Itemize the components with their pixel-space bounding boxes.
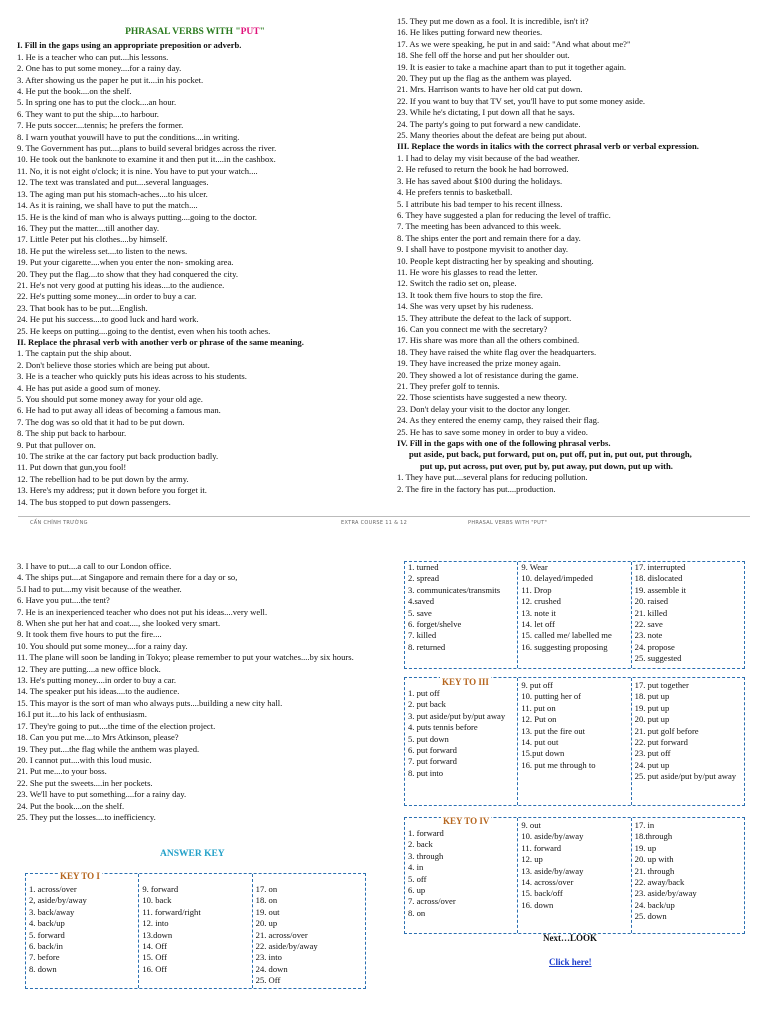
- answer-item: 8. on: [408, 907, 426, 918]
- answer-item: 12. up: [521, 854, 543, 865]
- key3-box: [404, 677, 745, 806]
- answer-item: 24. propose: [634, 641, 675, 652]
- page-footer: [18, 516, 750, 526]
- answer-item: 1. turned: [408, 562, 439, 572]
- answer-item: 12. crushed: [521, 596, 561, 607]
- list-item: 5. In spring one has to put the clock....an hour.: [17, 97, 177, 108]
- answer-item: 7. put forward: [408, 756, 457, 767]
- list-item: 11. No, it is not eight o'clock; it is nine. You have to put your watch....: [17, 165, 258, 176]
- list-item: 12. The text was translated and put....several languages.: [17, 177, 209, 188]
- answer-item: 4. back/up: [29, 918, 65, 929]
- answer-item: 13.down: [142, 929, 173, 940]
- list-item: 5. You should put some money away for your old age.: [17, 394, 203, 404]
- answer-item: 20. raised: [634, 596, 669, 607]
- part2-list-b: [397, 16, 749, 141]
- list-item: 19. They have increased the prize money again.: [397, 358, 561, 369]
- answer-item: 8. returned: [408, 641, 446, 652]
- answer-item: 9. put off: [521, 680, 553, 690]
- answer-item: 5. forward: [29, 929, 65, 940]
- list-item: 19. Put your cigarette....when you enter the non- smoking area.: [17, 257, 234, 268]
- answer-item: 2. spread: [408, 573, 440, 584]
- answer-item: 10. back: [142, 895, 172, 906]
- answer-item: 2. put back: [408, 699, 446, 710]
- answer-item: 7. across/over: [408, 896, 456, 907]
- list-item: 19. It is easier to take a machine apart than to put it together again.: [397, 61, 627, 72]
- list-item: 2. Don't believe those stories which are being put about.: [17, 359, 210, 370]
- key2-column: [518, 562, 631, 668]
- page-title: PHRASAL VERBS WITH "PUT": [125, 27, 265, 37]
- list-item: 9. The Government has put....plans to build several bridges across the river.: [17, 143, 277, 154]
- answer-item: 21. across/over: [255, 929, 308, 940]
- list-item: 16. He likes putting forward new theories.: [397, 27, 543, 38]
- answer-item: 19. assemble it: [634, 584, 686, 595]
- key1-column: [26, 874, 139, 988]
- answer-item: 8. put into: [408, 767, 444, 778]
- list-item: 4. He put the book....on the shelf.: [17, 86, 132, 97]
- answer-item: 7. killed: [408, 630, 437, 641]
- list-item: 13. He's putting money....in order to buy a car.: [17, 675, 176, 686]
- key4-column: [518, 818, 631, 933]
- list-item: 3. He has saved about $100 during the holidays.: [397, 175, 563, 186]
- answer-item: 17. interrupted: [634, 562, 686, 572]
- list-item: 7. He puts soccer....tennis; he prefers the former.: [17, 120, 184, 131]
- list-item: 13. It took them five hours to stop the fire.: [397, 289, 543, 300]
- list-item: 18. They have raised the white flag over the headquarters.: [397, 346, 597, 357]
- list-item: 23. We'll have to put something....for a rainy day.: [17, 789, 187, 800]
- answer-item: 5. put down: [408, 733, 449, 744]
- part2-list-a: [17, 348, 373, 508]
- list-item: 24. The party's going to put forward a new candidate.: [397, 118, 581, 129]
- list-item: 3. I have to put....a call to our London office.: [17, 561, 172, 571]
- answer-item: 23. put off: [634, 748, 671, 759]
- answer-item: 22. put forward: [634, 737, 688, 748]
- key1-title: KEY TO I: [60, 871, 100, 881]
- list-item: 17. As we were speaking, he put in and said: "And what about me?": [397, 38, 631, 49]
- answer-item: 21. through: [634, 865, 675, 876]
- answer-item: 16. suggesting proposing: [521, 641, 608, 652]
- list-item: 18. Can you put me....to Mrs Atkinson, please?: [17, 732, 179, 743]
- list-item: 16. Can you connect me with the secretary?: [397, 323, 548, 334]
- list-item: 11. The plane will soon be landing in Tokyo; please remember to put your watches....by six hours.: [17, 652, 354, 663]
- list-item: 20. They showed a lot of resistance during the game.: [397, 369, 579, 380]
- answer-item: 24. back/up: [634, 899, 675, 910]
- key2-column: [405, 562, 518, 668]
- answer-item: 3. communicates/transmits: [408, 584, 501, 595]
- list-item: 24. Put the book....on the shelf.: [17, 800, 125, 811]
- answer-item: 21. put golf before: [634, 725, 699, 736]
- answer-item: 25. Off: [255, 975, 281, 986]
- list-item: 21. They prefer golf to tennis.: [397, 381, 500, 391]
- list-item: 22. He's putting some money....in order to buy a car.: [17, 291, 197, 302]
- answer-item: 24. put up: [634, 759, 670, 770]
- list-item: 2. One has to put some money....for a rainy day.: [17, 63, 182, 74]
- list-item: 19. They put....the flag while the anthem was played.: [17, 743, 200, 754]
- answer-item: 21. killed: [634, 607, 668, 618]
- list-item: 8. I warn youthat youwill have to put the conditions....in writing.: [17, 131, 240, 142]
- answer-item: 25. suggested: [634, 653, 682, 664]
- answer-item: 10. putting her of: [521, 691, 581, 702]
- list-item: 2. He refused to return the book he had borrowed.: [397, 164, 569, 175]
- answer-item: 1. put off: [408, 688, 440, 698]
- list-item: 11. He wore his glasses to read the letter.: [397, 266, 538, 277]
- answer-item: 15. called me/ labelled me: [521, 630, 612, 641]
- answer-item: 5. save: [408, 607, 432, 618]
- part3-list: [397, 153, 749, 438]
- answer-item: 1. forward: [408, 828, 444, 838]
- answer-item: 18. dislocated: [634, 573, 683, 584]
- answer-item: 23. into: [255, 952, 282, 963]
- list-item: 4. He has put aside a good sum of money.: [17, 382, 161, 393]
- list-item: 6. Have you put....the tent?: [17, 595, 110, 606]
- answer-key-title: ANSWER KEY: [160, 849, 225, 859]
- footer-topic: PHRASAL VERBS WITH "PUT": [468, 520, 548, 526]
- answer-item: 19. up: [634, 842, 657, 853]
- list-item: 9. Put that pullover on.: [17, 439, 96, 450]
- answer-item: 11. forward: [521, 842, 562, 853]
- key1-column: [139, 874, 252, 988]
- list-item: 8. The ships enter the port and remain there for a day.: [397, 232, 581, 243]
- list-item: 10. The strike at the car factory put back production badly.: [17, 451, 219, 462]
- list-item: 11. Put down that gun,you fool!: [17, 462, 127, 473]
- list-item: 25. He keeps on putting....going to the dentist, even when his tooth aches.: [17, 325, 271, 336]
- answer-item: 3. put aside/put by/put away: [408, 710, 506, 721]
- answer-item: 5. off: [408, 873, 427, 884]
- answer-item: 8. down: [29, 963, 57, 974]
- list-item: 2. The fire in the factory has put....production.: [397, 483, 556, 494]
- list-item: 10. People kept distracting her by speaking and shouting.: [397, 255, 594, 266]
- answer-item: 12. into: [142, 918, 169, 929]
- list-item: 12. They are putting....a new office block.: [17, 663, 161, 674]
- key3-column: [405, 678, 518, 805]
- list-item: 1. He is a teacher who can put....his lessons.: [17, 51, 169, 62]
- list-item: 15. He is the kind of man who is always putting....going to the doctor.: [17, 211, 257, 222]
- key4-column: [405, 818, 518, 933]
- list-item: 15. This mayor is the sort of man who always puts....building a new city hall.: [17, 697, 283, 708]
- list-item: 18. She fell off the horse and put her shoulder out.: [397, 50, 570, 61]
- click-here-link[interactable]: Click here!: [549, 957, 592, 967]
- list-item: 21. Mrs. Harrison wants to have her old cat put down.: [397, 84, 583, 95]
- list-item: 6. They want to put the ship....to harbour.: [17, 108, 159, 119]
- list-item: 12. Switch the radio set on, please.: [397, 278, 517, 289]
- answer-item: 2, aside/by/away: [29, 895, 87, 906]
- list-item: 3. He is a teacher who quickly puts his ideas across to his students.: [17, 371, 247, 382]
- list-item: 14. The speaker put his ideas....to the audience.: [17, 686, 180, 697]
- key2-column: [632, 562, 744, 668]
- list-item: 16. They put the matter....till another day.: [17, 222, 160, 233]
- list-item: 1. I had to delay my visit because of the bad weather.: [397, 152, 580, 163]
- list-item: 14. She was very upset by his rudeness.: [397, 301, 534, 312]
- list-item: 5. I attribute his bad temper to his recent illness.: [397, 198, 563, 209]
- key3-column: [518, 678, 631, 805]
- answer-item: 4. in: [408, 862, 424, 873]
- list-item: 1. They have put....several plans for reducing pollution.: [397, 472, 588, 483]
- part4-list-b: [17, 561, 371, 823]
- answer-item: 15. back/off: [521, 888, 563, 899]
- left-column-top: [17, 27, 373, 508]
- answer-item: 15.put down: [521, 748, 565, 759]
- footer-author: CẤN CHÍNH TRƯỜNG: [30, 520, 88, 526]
- list-item: 22. If you want to buy that TV set, you'll have to put some money aside.: [397, 95, 646, 106]
- answer-item: 22. aside/by/away: [255, 941, 318, 952]
- list-item: 14. As it is raining, we shall have to put the match....: [17, 200, 198, 211]
- answer-item: 18. on: [255, 895, 278, 906]
- list-item: 23. Don't delay your visit to the doctor any longer.: [397, 403, 571, 414]
- answer-item: 22. away/back: [634, 877, 685, 888]
- list-item: 24. He put his success....to good luck and hard work.: [17, 314, 199, 325]
- answer-item: 18. put up: [634, 691, 670, 702]
- answer-item: 11. Drop: [521, 584, 552, 595]
- answer-item: 15. Off: [142, 952, 167, 963]
- part4-verbs-1: put aside, put back, put forward, put on, put off, put in, put out, put through,: [409, 449, 692, 460]
- answer-item: 19. out: [255, 906, 280, 917]
- answer-item: 4.saved: [408, 596, 435, 607]
- answer-item: 12. Put on: [521, 714, 557, 725]
- part3-heading: III. Replace the words in italics with the correct phrasal verb or verbal expression.: [397, 141, 699, 152]
- list-item: 8. The ship put back to harbour.: [17, 428, 127, 439]
- list-item: 25. Many theories about the defeat are being put about.: [397, 130, 587, 141]
- list-item: 13. Here's my address; put it down before you forget it.: [17, 485, 207, 496]
- answer-item: 22. save: [634, 619, 663, 630]
- answer-item: 13. aside/by/away: [521, 865, 584, 876]
- part4-heading: IV. Fill in the gaps with one of the following phrasal verbs.: [397, 438, 611, 449]
- list-item: 9. I shall have to postpone myvisit to another day.: [397, 244, 569, 255]
- part1-list: [17, 52, 373, 337]
- answer-item: 13. note it: [521, 607, 556, 618]
- list-item: 15. They attribute the defeat to the lack of support.: [397, 312, 572, 323]
- answer-item: 14. across/over: [521, 877, 574, 888]
- answer-item: 18.through: [634, 831, 673, 842]
- part1-heading: I. Fill in the gaps using an appropriate preposition or adverb.: [17, 40, 242, 51]
- answer-item: 23. note: [634, 630, 663, 641]
- list-item: 9. It took them five hours to put the fire....: [17, 629, 162, 640]
- list-item: 10. He took out the banknote to examine it and then put it....in the cashbox.: [17, 154, 276, 165]
- answer-item: 1. across/over: [29, 884, 77, 894]
- answer-item: 11. forward/right: [142, 906, 201, 917]
- list-item: 5.I had to put....my visit because of the weather.: [17, 583, 182, 594]
- answer-item: 6. put forward: [408, 745, 457, 756]
- key1-column: [253, 874, 365, 988]
- list-item: 6. He had to put away all ideas of becoming a famous man.: [17, 405, 221, 416]
- list-item: 25. He has to save some money in order to buy a video.: [397, 426, 588, 437]
- answer-item: 9. Wear: [521, 562, 548, 572]
- answer-item: 3. through: [408, 850, 444, 861]
- list-item: 14. The bus stopped to put down passengers.: [17, 496, 171, 507]
- right-column-top: [397, 16, 749, 495]
- answer-item: 25. put aside/put by/put away: [634, 771, 737, 782]
- list-item: 21. He's not very good at putting his ideas....to the audience.: [17, 279, 225, 290]
- answer-item: 3. back/away: [29, 906, 75, 917]
- key4-box: [404, 817, 745, 934]
- answer-item: 19. put up: [634, 702, 670, 713]
- list-item: 1. The captain put the ship about.: [17, 348, 132, 359]
- answer-item: 4. puts tennis before: [408, 722, 478, 733]
- key4-title: KEY TO IV: [443, 816, 490, 826]
- next-look-label: Next…LOOK: [543, 933, 597, 943]
- list-item: 12. The rebellion had to be put down by the army.: [17, 473, 189, 484]
- list-item: 7. The dog was so old that it had to be put down.: [17, 416, 185, 427]
- part2-heading: II. Replace the phrasal verb with another verb or phrase of the same meaning.: [17, 336, 304, 347]
- answer-item: 13. put the fire out: [521, 725, 586, 736]
- answer-item: 14. put out: [521, 737, 559, 748]
- answer-item: 20. up with: [634, 854, 674, 865]
- answer-item: 9. forward: [142, 884, 179, 894]
- answer-item: 14. Off: [142, 941, 167, 952]
- list-item: 10. You should put some money....for a rainy day.: [17, 640, 188, 651]
- list-item: 23. That book has to be put....English.: [17, 302, 148, 313]
- answer-item: 6. forget/shelve: [408, 619, 462, 630]
- part4-verbs-2: put up, put across, put over, put by, put away, put down, put up with.: [420, 460, 673, 471]
- list-item: 15. They put me down as a fool. It is incredible, isn't it?: [397, 16, 589, 26]
- list-item: 21. Put me....to your boss.: [17, 766, 107, 777]
- footer-course: EXTRA COURSE 11 & 12: [341, 520, 408, 526]
- answer-item: 24. down: [255, 963, 288, 974]
- answer-item: 17. put together: [634, 680, 689, 690]
- list-item: 24. As they entered the enemy camp, they raised their flag.: [397, 415, 600, 426]
- list-item: 22. Those scientists have suggested a new theory.: [397, 392, 567, 403]
- answer-item: 16. Off: [142, 963, 167, 974]
- answer-item: 6. up: [408, 885, 426, 896]
- answer-item: 17. in: [634, 820, 655, 830]
- list-item: 20. They put up the flag as the anthem was played.: [397, 73, 572, 84]
- list-item: 22. She put the sweets....in her pockets.: [17, 777, 153, 788]
- part4-list-a: [397, 472, 749, 495]
- list-item: 18. He put the wireless set....to listen to the news.: [17, 245, 188, 256]
- list-item: 25. They put the losses....to inefficiency.: [17, 811, 156, 822]
- list-item: 20. I cannot put....with this loud music.: [17, 754, 152, 765]
- answer-item: 17. on: [255, 884, 278, 894]
- answer-item: 16. down: [521, 899, 554, 910]
- list-item: 17. His share was more than all the others combined.: [397, 335, 580, 346]
- answer-item: 25. down: [634, 911, 667, 922]
- list-item: 7. He is an inexperienced teacher who does not put his ideas....very well.: [17, 606, 268, 617]
- list-item: 20. They put the flag....to show that they had conquered the city.: [17, 268, 238, 279]
- answer-item: 20. put up: [634, 714, 670, 725]
- answer-item: 11. put on: [521, 702, 556, 713]
- list-item: 4. The ships put....at Singapore and remain there for a day or so,: [17, 572, 238, 583]
- list-item: 17. Little Peter put his clothes....by himself.: [17, 234, 168, 245]
- list-item: 13. The aging man put his stomach-aches....to his ulcer.: [17, 188, 208, 199]
- list-item: 7. The meeting has been advanced to this week.: [397, 221, 562, 232]
- list-item: 17. They're going to put....the time of the election project.: [17, 720, 216, 731]
- left-column-bottom: [17, 561, 371, 823]
- answer-item: 2. back: [408, 839, 433, 850]
- key2-box: [404, 561, 745, 669]
- answer-item: 20. up: [255, 918, 278, 929]
- list-item: 6. They have suggested a plan for reducing the level of traffic.: [397, 209, 611, 220]
- answer-item: 14. let off: [521, 619, 555, 630]
- list-item: 4. He prefers tennis to basketball.: [397, 187, 513, 198]
- key4-column: [632, 818, 744, 933]
- key3-title: KEY TO III: [442, 677, 489, 687]
- answer-item: 6. back/in: [29, 941, 63, 952]
- answer-item: 16. put me through to: [521, 759, 596, 770]
- list-item: 16.I put it....to his lack of enthusiasm.: [17, 709, 147, 720]
- answer-item: 10. aside/by/away: [521, 831, 584, 842]
- answer-item: 9. out: [521, 820, 541, 830]
- key1-box: [25, 873, 366, 989]
- list-item: 3. After showing us the paper he put it....in his pocket.: [17, 74, 204, 85]
- key3-column: [632, 678, 744, 805]
- list-item: 23. While he's dictating, I put down all that he says.: [397, 107, 575, 118]
- list-item: 8. When she put her hat and coat...., she looked very smart.: [17, 618, 221, 629]
- answer-item: 10. delayed/impeded: [521, 573, 593, 584]
- answer-item: 7. before: [29, 952, 60, 963]
- answer-item: 23. aside/by/away: [634, 888, 697, 899]
